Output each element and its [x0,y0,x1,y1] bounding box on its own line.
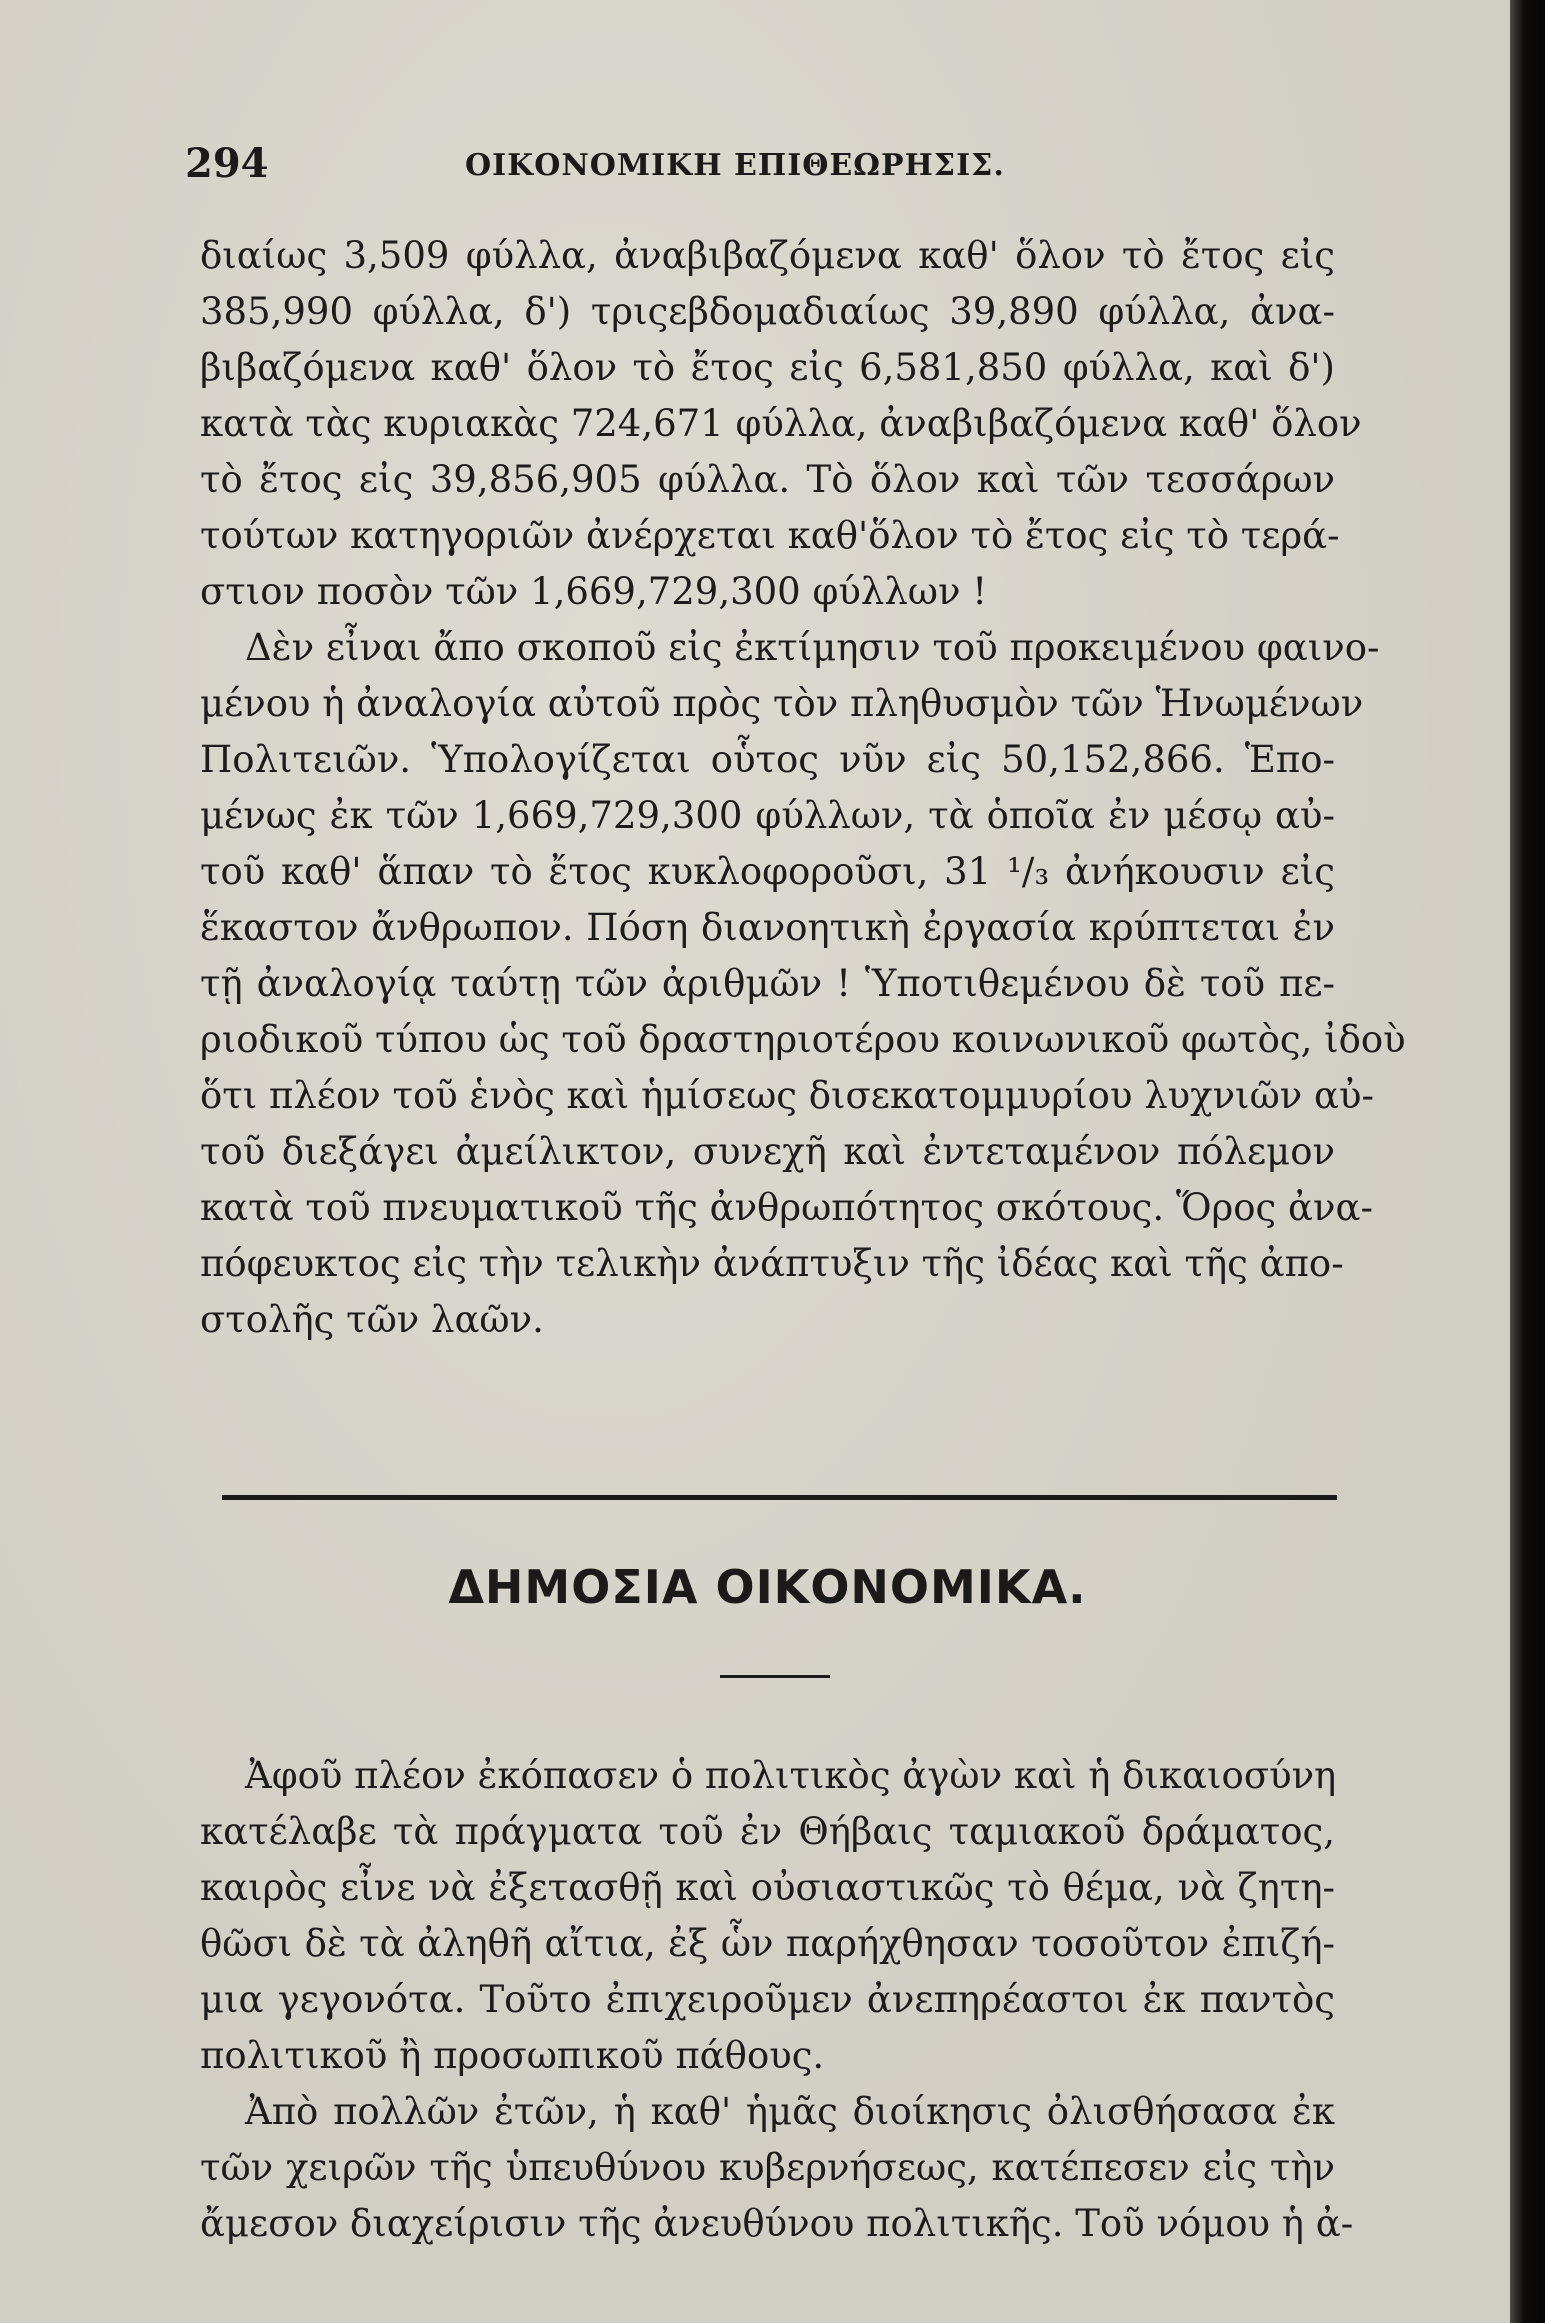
text-line: διαίως 3,509 φύλλα, ἀναβιβαζόμενα καθ' ὅλον τὸ ἔτος εἰς [200,234,1335,277]
book-spine-shadow [1510,0,1545,2323]
page-number: 294 [185,140,269,187]
section-divider [222,1495,1337,1500]
text-line: Ἀπὸ πολλῶν ἐτῶν, ἡ καθ' ἡμᾶς διοίκησις ὀλισθήσασα ἐκ [245,2090,1335,2133]
text-line: μια γεγονότα. Τοῦτο ἐπιχειροῦμεν ἀνεπηρέαστοι ἐκ παντὸς [200,1978,1335,2021]
text-line: κατέλαβε τὰ πράγματα τοῦ ἐν Θήβαις ταμιακοῦ δράματος, [200,1810,1335,1853]
text-line: πόφευκτος εἰς τὴν τελικὴν ἀνάπτυξιν τῆς ἰδέας καὶ τῆς ἀπο- [200,1242,1344,1285]
section-heading: ΔΗΜΟΣΙΑ ΟΙΚΟΝΟΜΙΚΑ. [448,1560,1087,1614]
text-line: καιρὸς εἶνε νὰ ἐξετασθῇ καὶ οὐσιαστικῶς τὸ θέμα, νὰ ζητη- [200,1866,1335,1909]
text-line: τούτων κατηγοριῶν ἀνέρχεται καθ'ὅλον τὸ ἔτος εἰς τὸ τερά- [200,514,1340,557]
text-line: μένως ἐκ τῶν 1,669,729,300 φύλλων, τὰ ὁποῖα ἐν μέσῳ αὐ- [200,794,1335,837]
text-line: ἕκαστον ἄνθρωπον. Πόση διανοητικὴ ἐργασία κρύπτεται ἐν [200,906,1335,949]
text-line: Ἀφοῦ πλέον ἐκόπασεν ὁ πολιτικὸς ἀγὼν καὶ ἡ δικαιοσύνη [245,1754,1337,1797]
text-line: θῶσι δὲ τὰ ἀληθῆ αἴτια, ἐξ ὧν παρήχθησαν τοσοῦτον ἐπιζή- [200,1922,1335,1965]
text-line: πολιτικοῦ ἢ προσωπικοῦ πάθους. [200,2034,825,2077]
text-line: τοῦ διεξάγει ἀμείλικτον, συνεχῆ καὶ ἐντεταμένον πόλεμον [200,1130,1335,1173]
text-line: ὅτι πλέον τοῦ ἑνὸς καὶ ἡμίσεως δισεκατομμυρίου λυχνιῶν αὐ- [200,1074,1374,1117]
text-line: τῇ ἀναλογίᾳ ταύτῃ τῶν ἀριθμῶν ! Ὑποτιθεμένου δὲ τοῦ πε- [200,962,1335,1005]
running-head [185,140,1355,200]
text-line: ἄμεσον διαχείρισιν τῆς ἀνευθύνου πολιτικῆς. Τοῦ νόμου ἡ ἀ- [200,2202,1354,2245]
text-line: τοῦ καθ' ἅπαν τὸ ἔτος κυκλοφοροῦσι, 31 ¹/₃ ἀνήκουσιν εἰς [200,850,1335,893]
text-line: τὸ ἔτος εἰς 39,856,905 φύλλα. Τὸ ὅλον καὶ τῶν τεσσάρων [200,458,1335,501]
text-line: 385,990 φύλλα, δ') τριςεβδομαδιαίως 39,890 φύλλα, ἀνα- [200,290,1335,333]
text-line: Πολιτειῶν. Ὑπολογίζεται οὗτος νῦν εἰς 50,152,866. Ἑπο- [200,738,1335,781]
text-line: κατὰ τοῦ πνευματικοῦ τῆς ἀνθρωπότητος σκότους. Ὅρος ἀνα- [200,1186,1373,1229]
text-line: κατὰ τὰς κυριακὰς 724,671 φύλλα, ἀναβιβαζόμενα καθ' ὅλον [200,402,1362,445]
text-line: μένου ἡ ἀναλογία αὐτοῦ πρὸς τὸν πληθυσμὸν τῶν Ἡνωμένων [200,682,1364,725]
text-line: βιβαζόμενα καθ' ὅλον τὸ ἔτος εἰς 6,581,850 φύλλα, καὶ δ') [200,346,1335,389]
text-line: στολῆς τῶν λαῶν. [200,1298,544,1341]
text-line: στιον ποσὸν τῶν 1,669,729,300 φύλλων ! [200,570,988,613]
text-line: τῶν χειρῶν τῆς ὑπευθύνου κυβερνήσεως, κατέπεσεν εἰς τὴν [200,2146,1335,2189]
text-line: ριοδικοῦ τύπου ὡς τοῦ δραστηριοτέρου κοινωνικοῦ φωτὸς, ἰδοὺ [200,1018,1406,1061]
text-line: Δὲν εἶναι ἄπο σκοποῦ εἰς ἐκτίμησιν τοῦ προκειμένου φαινο- [245,626,1380,669]
article-continuation-text [200,228,1406,1348]
journal-title: ΟΙΚΟΝΟΜΙΚΗ ΕΠΙΘΕΩΡΗΣΙΣ. [465,148,1005,183]
heading-underline [720,1675,830,1678]
section-body-text [200,1748,1354,2252]
